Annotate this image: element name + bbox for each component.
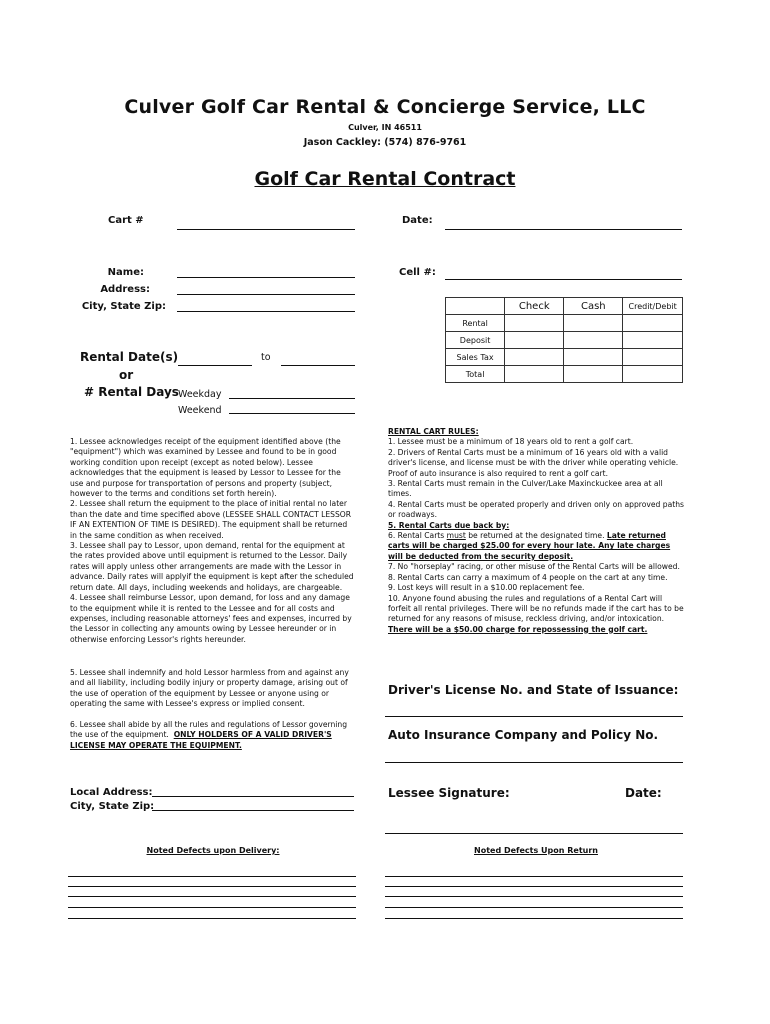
row-label-total: Total [446,366,505,383]
defect-line[interactable] [68,918,356,919]
rule-7: 7. No "horseplay" racing, or other misuse of the Rental Carts will be allowed. [388,562,680,572]
company-city: Culver, IN 46511 [348,123,422,132]
company-name: Culver Golf Car Rental & Concierge Service, LLC [124,96,646,118]
defect-line[interactable] [385,876,683,877]
name-label: Name: [107,267,144,278]
page-title-text: Golf Car Rental Contract [254,168,516,190]
cart-field[interactable] [177,229,355,230]
signature-field[interactable] [385,833,683,834]
column-header-credit: Credit/Debit [623,298,683,315]
rule-4: 4. Rental Carts must be operated properly and driven only on approved paths or roadways. [388,499,684,520]
defect-line[interactable] [385,918,683,919]
name-field[interactable] [177,277,355,278]
company-contact: Jason Cackley: (574) 876-9761 [303,137,467,148]
rules-heading: RENTAL CART RULES: [388,427,479,436]
terms-6 [70,720,360,751]
table-row [446,366,683,383]
signature-date-label: Date: [625,786,662,800]
terms-5: 5. Lessee shall indemnify and hold Lessor harmless from and against any and all liability, including bodily injury or property damage, arising out of the use of operation of the equipment by Lessee or anyone using or operating the same with Lessee's express or implied consent. [70,668,349,709]
rule-6 [388,531,684,562]
table-cell[interactable] [505,349,564,366]
local-city-label: City, State Zip: [70,801,155,812]
or-label: or [119,368,134,382]
local-address-label: Local Address: [70,787,153,798]
rental-date-from-field[interactable] [178,365,252,366]
rule-10 [388,594,684,636]
local-address-field[interactable] [152,796,354,797]
table-cell[interactable] [623,349,683,366]
table-cell [446,298,505,315]
rental-days-label: # Rental Days [84,385,179,399]
insurance-field[interactable] [385,762,683,763]
table-cell[interactable] [623,332,683,349]
cell-label: Cell #: [399,267,436,278]
table-cell[interactable] [564,366,623,383]
rule-10-text: 10. Anyone found abusing the rules and regulations of a Rental Cart will forfeit all rental privileges. There will be no refunds made if the cart has to be returned for any reasons of misuse, reckless driving, and/or intoxication. [388,593,684,624]
license-label: Driver's License No. and State of Issuance: [388,683,679,697]
rule-8: 8. Rental Carts can carry a maximum of 4 people on the cart at any time. [388,572,668,582]
rule-6-b: be returned at the designated time. [465,531,607,541]
weekday-label: Weekday [178,389,222,400]
row-label-deposit: Deposit [446,332,505,349]
rental-rules [388,427,684,635]
defects-delivery-heading: Noted Defects upon Delivery: [146,846,280,855]
date-field[interactable] [445,229,682,230]
table-cell[interactable] [564,315,623,332]
terms-6-text: 6. Lessee shall abide by all the rules and regulations of Lessor governing the use of the equipment. [70,720,348,740]
address-field[interactable] [177,294,355,295]
defect-line[interactable] [68,886,356,887]
table-cell[interactable] [564,332,623,349]
column-header-cash: Cash [564,298,623,315]
date-label: Date: [402,215,433,226]
weekend-label: Weekend [178,405,222,416]
address-label: Address: [100,284,150,295]
defects-return-heading: Noted Defects Upon Return [474,846,598,855]
rule-6-must: must [446,531,466,541]
table-cell[interactable] [623,315,683,332]
defect-line[interactable] [385,896,683,897]
table-cell[interactable] [505,315,564,332]
license-field[interactable] [385,716,683,717]
defect-line[interactable] [68,896,356,897]
defect-line[interactable] [385,886,683,887]
rental-date-to-field[interactable] [281,365,355,366]
table-cell[interactable] [623,366,683,383]
table-row [446,298,683,315]
rule-9: 9. Lost keys will result in a $10.00 replacement fee. [388,583,585,593]
row-label-sales-tax: Sales Tax [446,349,505,366]
cart-label: Cart # [108,215,144,226]
rule-6-a: 6. Rental Carts [388,531,447,541]
rule-10-bold: There will be a $50.00 charge for repossessing the golf cart. [388,624,648,634]
terms-6-bold: ONLY HOLDERS OF A VALID DRIVER'S LICENSE MAY OPERATE THE EQUIPMENT. [70,730,332,750]
defect-line[interactable] [68,876,356,877]
column-header-check: Check [505,298,564,315]
payment-table [445,297,683,383]
cell-field[interactable] [445,279,682,280]
weekday-field[interactable] [229,398,355,399]
defect-line[interactable] [385,907,683,908]
defect-line[interactable] [68,907,356,908]
rule-6-bold: Late returned carts will be charged $25.00 for every hour late. Any late charges will be deducted from the security deposit. [388,531,671,561]
terms-1-4: 1. Lessee acknowledges receipt of the equipment identified above (the "equipment") which was examined by Lessee and found to be in good working condition upon receipt (except as noted below). Lessee acknowledges that the equipment is leased by Lessor to Lessee for the use and purpose for transportation of persons and property (subject, however to the terms and conditions set forth herein). 2. Lessee shall return the equipment to the place of initial rental no later than the date and time specified above (LESSEE SHALL CONTACT LESSOR IF AN EXTENTION OF TIME IS DESIRED). The equipment shall be returned in the same condition as when received. 3. Lessee shall pay to Lessor, upon demand, rental for the equipment at the rates provided above until equipment is returned to the Lessor. Daily rates will apply unless other arrangements are made with the Lessor in advance. Daily rates will applyif the equipment is kept after the scheduled return date. All days, including weekends and holidays, are chargeable. 4. Lessee shall reimburse Lessor, upon demand, for loss and any damage to the equipment while it is rented to the Lessee and for all costs and expenses, including reasonable attorneys' fees and expenses, incurred by the Lessor in collecting any amounts owing by Lessee hereunder or in otherwise enforcing Lessor's rights hereunder. [70,437,354,644]
table-cell[interactable] [505,332,564,349]
weekend-field[interactable] [229,413,355,414]
insurance-label: Auto Insurance Company and Policy No. [388,728,659,742]
rental-dates-label: Rental Date(s) [80,350,179,364]
table-cell[interactable] [505,366,564,383]
table-row [446,349,683,366]
table-cell[interactable] [564,349,623,366]
table-row [446,315,683,332]
row-label-rental: Rental [446,315,505,332]
page-title [0,168,770,190]
city-state-zip-label: City, State Zip: [81,301,166,312]
local-city-field[interactable] [152,810,354,811]
rule-1: 1. Lessee must be a minimum of 18 years old to rent a golf cart. [388,437,634,447]
to-label: to [261,352,271,363]
rule-2: 2. Drivers of Rental Carts must be a minimum of 16 years old with a valid driver's license, and license must be with the driver while operating vehicle. Proof of auto insurance is also required to rent a golf cart. [388,447,679,478]
table-row [446,332,683,349]
signature-label: Lessee Signature: [388,786,510,800]
rule-3: 3. Rental Carts must remain in the Culver/Lake Maxinckuckee area at all times. [388,479,663,499]
rule-5: 5. Rental Carts due back by: [388,520,510,530]
city-state-zip-field[interactable] [177,311,355,312]
